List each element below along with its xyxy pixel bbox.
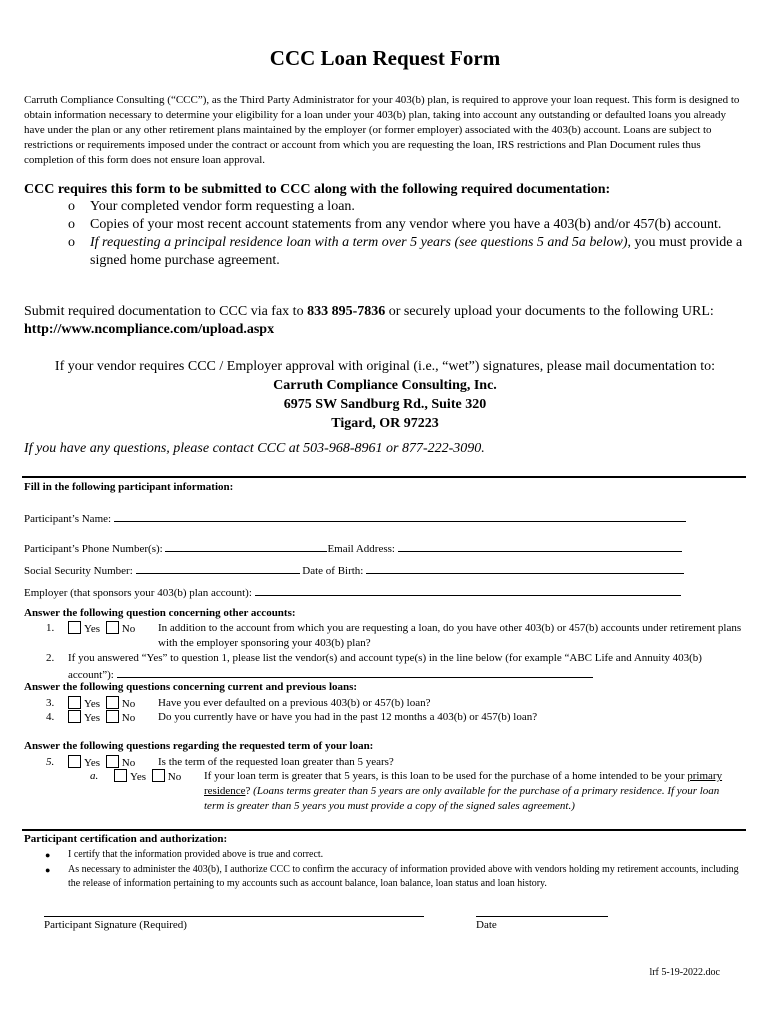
date-label: Date xyxy=(476,919,497,931)
intro-paragraph: Carruth Compliance Consulting (“CCC”), as the Third Party Administrator for your 403(b) plan, is required to approve your loan request. This form is designed to obtain information necessary to determine your eligibility for a loan under your 403(b) plan, taking into account any outstanding or defaulted loans you already have under the plan or any other retirement plans maintained by the employer (or former employer) associated with the 403(b) account. Loans are subject to restrictions or requirements imposed under the contract or account from which you are requesting the loan, IRS restrictions and Plan Document rules thus completion of this form does not ensure loan approval. xyxy=(24,94,740,166)
mail-address-line: 6975 SW Sandburg Rd., Suite 320 xyxy=(283,397,487,412)
page-title: CCC Loan Request Form xyxy=(269,46,501,70)
no-checkbox[interactable] xyxy=(152,769,165,782)
no-checkbox[interactable] xyxy=(106,621,119,634)
yes-checkbox[interactable] xyxy=(68,621,81,634)
bullet-icon: ● xyxy=(45,865,51,875)
signature-line[interactable] xyxy=(44,916,424,917)
no-checkbox[interactable] xyxy=(106,710,119,723)
question-1: 1. Yes No In addition to the account from which you are requesting a loan, do you have other 403(b) or 457(b) accounts under retirement plans with the employer sponsoring your 403(b) plan? xyxy=(46,622,742,649)
mail-address-line: Tigard, OR 97223 xyxy=(331,416,439,431)
certification-item: ● As necessary to administer the 403(b), I authorize CCC to confirm the accuracy of information provided above with vendors holding my retirement accounts, including the release of information pertaining to my accounts such as account balance, loan balance, loan status and loan history. xyxy=(45,864,739,889)
employer-field: Employer (that sponsors your 403(b) plan account): xyxy=(24,584,681,599)
bullet-marker: o xyxy=(68,217,75,232)
date-line[interactable] xyxy=(476,916,608,917)
phone-input[interactable] xyxy=(165,540,327,552)
question-5a: a. Yes No If your loan term is greater that 5 years, is this loan to be used for the purchase of a home intended to be your primary residence? (Loans terms greater than 5 years are only available for the purchase of a primary residence. If your loan term is greater than 5 years you must provide a copy of the signed sales agreement.) xyxy=(90,770,723,812)
no-checkbox[interactable] xyxy=(106,696,119,709)
other-accounts-heading: Answer the following question concerning other accounts: xyxy=(24,607,296,619)
section-divider xyxy=(22,476,746,478)
mail-address-line: Carruth Compliance Consulting, Inc. xyxy=(273,378,497,393)
other-accounts-input[interactable] xyxy=(117,666,593,678)
requirements-heading: CCC requires this form to be submitted to CCC along with the following required documentation: xyxy=(24,182,611,197)
participant-name-field: Participant’s Name: xyxy=(24,510,686,525)
requirement-item: o Copies of your most recent account statements from any vendor where you have a 403(b) and/or 457(b) account. xyxy=(68,217,722,232)
bullet-marker: o xyxy=(68,199,75,214)
term-heading: Answer the following questions regarding the requested term of your loan: xyxy=(24,740,374,752)
footer-docname: lrf 5-19-2022.doc xyxy=(649,967,720,978)
requirement-item: o If requesting a principal residence loan with a term over 5 years (see questions 5 and 5a below), you must provide a signed home purchase agreement. xyxy=(68,235,743,268)
requirements-list xyxy=(68,198,748,270)
ssn-dob-field: Social Security Number: Date of Birth: xyxy=(24,562,684,577)
email-input[interactable] xyxy=(398,540,682,552)
question-4: 4. Yes No Do you currently have or have you had in the past 12 months a 403(b) or 457(b) loan? xyxy=(46,711,538,724)
participant-heading: Fill in the following participant information: xyxy=(24,481,234,493)
question-5: 5. Yes No Is the term of the requested loan greater than 5 years? xyxy=(46,756,394,769)
question-3: 3. Yes No Have you ever defaulted on a previous 403(b) or 457(b) loan? xyxy=(46,697,431,710)
upload-url[interactable]: http://www.ncompliance.com/upload.aspx xyxy=(24,322,275,337)
question-2: 2. If you answered “Yes” to question 1, please list the vendor(s) and account type(s) in the line below (for example “ABC Life and Annuity 403(b) account”): xyxy=(46,652,702,681)
employer-input[interactable] xyxy=(255,584,681,596)
phone-email-field: Participant’s Phone Number(s): Email Address: xyxy=(24,540,682,555)
dob-input[interactable] xyxy=(366,562,684,574)
fax-number: 833 895-7836 xyxy=(307,304,386,319)
mail-instructions: If your vendor requires CCC / Employer approval with original (i.e., “wet”) signatures, please mail documentation to: Carruth Compliance Consulting, Inc. 6975 SW Sandburg Rd., Suite 320 Tigard, OR 97223 xyxy=(0,357,770,433)
primary-residence-text: primary residence xyxy=(204,770,723,797)
section-divider xyxy=(22,829,746,831)
bullet-marker: o xyxy=(68,235,75,250)
contact-line: If you have any questions, please contact CCC at 503-968-8961 or 877-222-3090. xyxy=(24,441,485,456)
requirement-item: o Your completed vendor form requesting a loan. xyxy=(68,199,355,214)
ssn-input[interactable] xyxy=(136,562,300,574)
yes-checkbox[interactable] xyxy=(68,710,81,723)
signature-label: Participant Signature (Required) xyxy=(44,919,187,931)
yes-checkbox[interactable] xyxy=(114,769,127,782)
certification-heading: Participant certification and authorization: xyxy=(24,833,228,845)
yes-checkbox[interactable] xyxy=(68,755,81,768)
loans-heading: Answer the following questions concerning current and previous loans: xyxy=(24,681,358,693)
bullet-icon: ● xyxy=(45,850,51,860)
yes-checkbox[interactable] xyxy=(68,696,81,709)
no-checkbox[interactable] xyxy=(106,755,119,768)
certification-item: ● I certify that the information provided above is true and correct. xyxy=(45,849,324,860)
participant-name-input[interactable] xyxy=(114,510,686,522)
submit-instructions: Submit required documentation to CCC via fax to 833 895-7836 or securely upload your documents to the following URL: http://www.ncompliance.com/upload.aspx xyxy=(24,304,714,337)
